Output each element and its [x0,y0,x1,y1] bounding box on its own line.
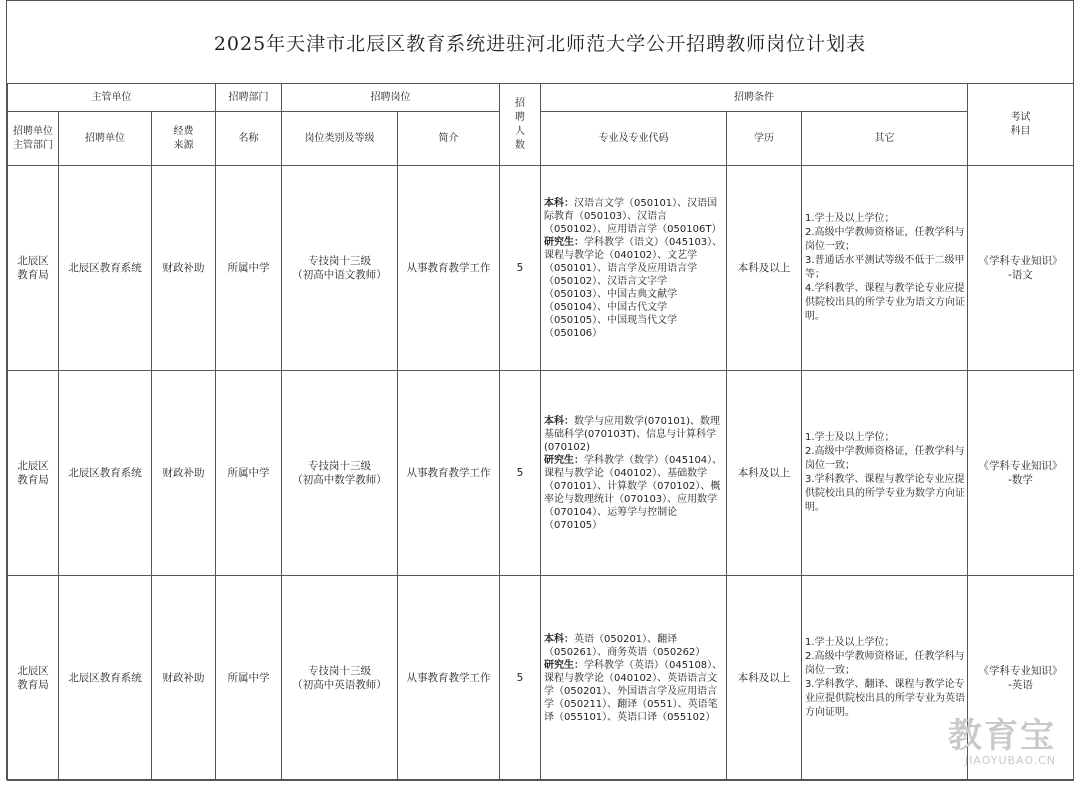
header-main-unit: 主管单位 [8,84,216,112]
cell-name: 所属中学 [216,166,282,371]
cell-name: 所属中学 [216,371,282,576]
header-unit: 招聘单位 [59,112,152,166]
header-conditions: 招聘条件 [541,84,968,112]
cell-post: 专技岗十三级 （初高中数学教师） [282,371,398,576]
cell-fund: 财政补助 [152,576,216,781]
cell-unit: 北辰区教育系统 [59,371,152,576]
cell-fund: 财政补助 [152,166,216,371]
cell-major [541,371,727,576]
header-other: 其它 [802,112,968,166]
header-main-dept: 招聘单位 主管部门 [8,112,59,166]
watermark-logo: 教育宝 [948,716,1056,756]
cell-count: 5 [500,371,541,576]
cell-other: 1.学士及以上学位； 2.高级中学教师资格证，任教学科与岗位一致； 3.普通话水平测试等级不低于二级甲等； 4.学科教学、课程与教学论专业应提供院校出具的所学专业为语文方向证明。 [802,166,968,371]
cell-edu: 本科及以上 [727,576,802,781]
cell-exam: 《学科专业知识》 -数学 [968,371,1074,576]
cell-main-dept: 北辰区 教育局 [8,371,59,576]
label-undergrad: 本科： [544,415,574,427]
cell-edu: 本科及以上 [727,166,802,371]
cell-unit: 北辰区教育系统 [59,166,152,371]
recruitment-plan-sheet [6,0,1074,780]
header-post: 招聘岗位 [282,84,500,112]
text-graduate-majors: 学科教学（语文）（045103）、课程与教学论（040102）、文艺学（050101）、语言学及应用语言学（050102）、汉语言文字学（050103）、中国古典文献学（050104）、中国古代文学（050105）、中国现当代文学（050106） [544,236,723,339]
cell-intro: 从事教育教学工作 [398,166,500,371]
cell-post: 专技岗十三级 （初高中语文教师） [282,166,398,371]
cell-main-dept: 北辰区 教育局 [8,166,59,371]
page-title: 2025年天津市北辰区教育系统进驻河北师范大学公开招聘教师岗位计划表 [7,1,1073,84]
cell-fund: 财政补助 [152,371,216,576]
header-dept: 招聘部门 [216,84,282,112]
header-exam: 考试 科目 [968,84,1074,166]
cell-intro: 从事教育教学工作 [398,576,500,781]
cell-edu: 本科及以上 [727,371,802,576]
watermark-site: JIAOYUBAO.CN [964,754,1056,767]
header-row-2 [8,112,1074,166]
table-row [8,166,1074,371]
cell-main-dept: 北辰区 教育局 [8,576,59,781]
table-row [8,371,1074,576]
recruitment-table [7,83,1074,781]
header-post-type: 岗位类别及等级 [282,112,398,166]
cell-exam: 《学科专业知识》 -语文 [968,166,1074,371]
label-graduate: 研究生： [544,454,584,466]
table-row [8,576,1074,781]
text-undergrad-majors: 汉语言文学（050101）、汉语国际教育（050103）、汉语言（050102）、应用语言学（050106T） [544,197,722,235]
header-major: 专业及专业代码 [541,112,727,166]
label-graduate: 研究生： [544,236,584,248]
watermark [948,718,1056,767]
cell-other: 1.学士及以上学位； 2.高级中学教师资格证，任教学科与岗位一致； 3.学科教学、课程与教学论专业应提供院校出具的所学专业为数学方向证明。 [802,371,968,576]
cell-count: 5 [500,166,541,371]
text-graduate-majors: 学科教学（数学）（045104）、课程与教学论（040102）、基础数学（070101）、计算数学（070102）、概率论与数理统计（070103）、应用数学（070104）、运筹学与控制论（070105） [544,454,723,531]
label-undergrad: 本科： [544,633,574,645]
header-name: 名称 [216,112,282,166]
header-count: 招 聘 人 数 [500,84,541,166]
text-undergrad-majors: 数学与应用数学(070101)、数理基础科学(070103T)、信息与计算科学(070102) [544,415,720,453]
cell-count: 5 [500,576,541,781]
header-intro: 简介 [398,112,500,166]
cell-major [541,576,727,781]
cell-other: 1.学士及以上学位； 2.高级中学教师资格证，任教学科与岗位一致； 3.学科教学、翻译、课程与教学论专业应提供院校出具的所学专业为英语方向证明。 [802,576,968,781]
header-edu: 学历 [727,112,802,166]
cell-post: 专技岗十三级 （初高中英语教师） [282,576,398,781]
cell-intro: 从事教育教学工作 [398,371,500,576]
cell-major [541,166,727,371]
cell-unit: 北辰区教育系统 [59,576,152,781]
text-undergrad-majors: 英语（050201）、翻译（050261）、商务英语（050262） [544,633,706,658]
header-fund: 经费 来源 [152,112,216,166]
cell-name: 所属中学 [216,576,282,781]
label-graduate: 研究生： [544,659,584,671]
header-row-1 [8,84,1074,112]
text-graduate-majors: 学科教学（英语）（045108）、课程与教学论（040102）、英语语言文学（050201）、外国语言学及应用语言学（050211）、翻译（0551）、英语笔译（055101）、英语口译（055102） [544,659,723,723]
cell-exam: 《学科专业知识》 -英语 [968,576,1074,781]
label-undergrad: 本科： [544,197,574,209]
